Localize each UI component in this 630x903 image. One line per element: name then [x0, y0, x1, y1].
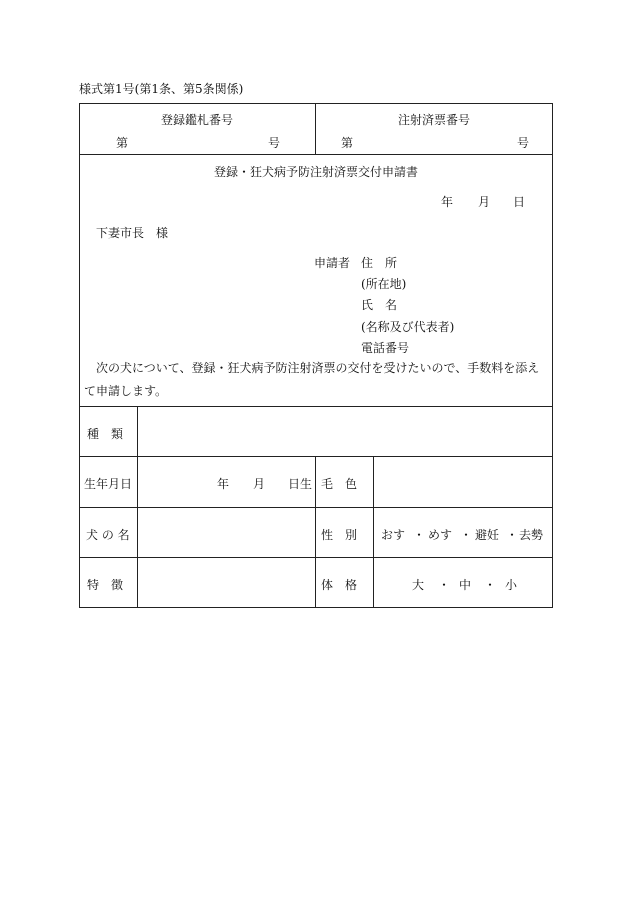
date-year-unit: 年 [441, 195, 454, 209]
dog-name-field[interactable] [138, 508, 314, 556]
middle-column-divider [315, 456, 316, 608]
birthdate-label: 生年月日 [84, 477, 133, 491]
sex-option-female[interactable]: めす [428, 528, 453, 542]
injection-certificate-label: 注射済票番号 [397, 113, 470, 127]
birth-day-unit: 日生 [288, 477, 313, 491]
size-label: 体 格 [321, 578, 358, 592]
type-label: 種 類 [87, 427, 124, 441]
sex-option-spayed[interactable]: 避妊 [475, 528, 500, 542]
sex-separator-1: ・ [413, 528, 426, 542]
sex-option-male[interactable]: おす [381, 528, 406, 542]
form-title: 様式第1号(第1条、第5条関係) [79, 82, 244, 96]
sex-separator-3: ・ [506, 528, 519, 542]
size-option-small[interactable]: 小 [505, 578, 518, 592]
dog-name-label: 犬 の 名 [86, 528, 130, 542]
phone-label: 電話番号 [361, 341, 410, 355]
sex-option-neutered[interactable]: 去勢 [519, 528, 544, 542]
injection-number-prefix: 第 [341, 136, 354, 150]
coat-color-label: 毛 色 [321, 477, 358, 491]
applicant-label: 申請者 [314, 256, 351, 270]
birth-month-unit: 月 [253, 477, 266, 491]
header-divider [79, 154, 553, 155]
date-day-unit: 日 [513, 195, 526, 209]
type-field[interactable] [138, 407, 552, 455]
injection-number-suffix: 号 [517, 136, 530, 150]
registration-number-suffix: 号 [268, 136, 281, 150]
name-label: 氏 名 [361, 298, 398, 312]
application-title: 登録・狂犬病予防注射済票交付申請書 [213, 165, 418, 179]
date-month-unit: 月 [478, 195, 491, 209]
sex-separator-2: ・ [460, 528, 473, 542]
size-option-large[interactable]: 大 [412, 578, 425, 592]
size-separator-1: ・ [438, 578, 451, 592]
registration-number-prefix: 第 [116, 136, 129, 150]
name-note: (名称及び代表者) [361, 320, 455, 334]
sex-label: 性 別 [321, 528, 358, 542]
size-separator-2: ・ [484, 578, 497, 592]
location-note: (所在地) [361, 277, 407, 291]
feature-label: 特 徴 [87, 578, 124, 592]
application-body-text: 次の犬について、登録・狂犬病予防注射済票の交付を受けたいので、手数料を添えて申請します。 [84, 361, 540, 398]
size-option-medium[interactable]: 中 [459, 578, 472, 592]
feature-field[interactable] [138, 558, 314, 607]
coat-color-field[interactable] [374, 457, 552, 506]
birth-year-unit: 年 [217, 477, 230, 491]
registration-tag-label: 登録鑑札番号 [160, 113, 233, 127]
addressee: 下妻市長 様 [96, 226, 169, 240]
address-label: 住 所 [361, 256, 398, 270]
